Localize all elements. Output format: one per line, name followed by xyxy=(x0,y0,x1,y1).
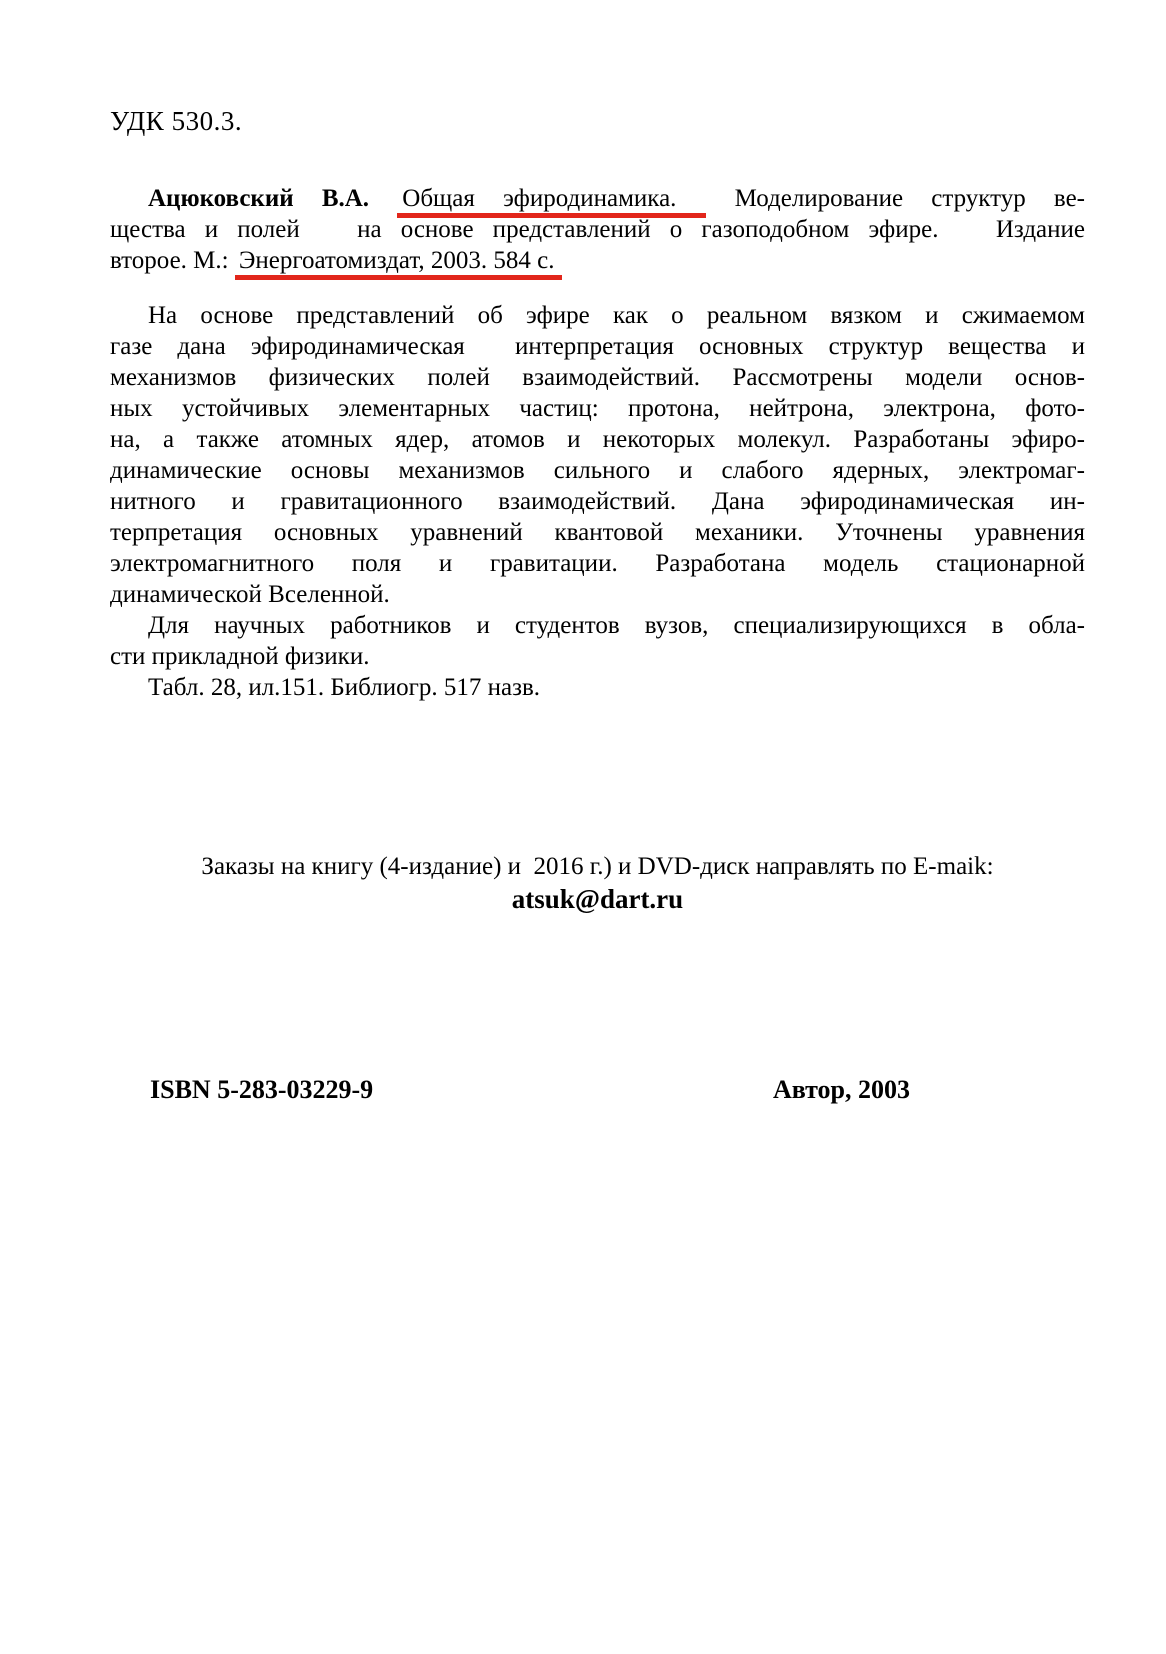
annotation-block xyxy=(110,300,1085,703)
annotation-line: на, а также атомных ядер, атомов и некоторых молекул. Разработаны эфиро- xyxy=(110,426,1085,453)
annotation-line: терпретация основных уравнений квантовой механики. Уточнены уравнения xyxy=(110,519,1085,546)
annotation-line: На основе представлений об эфире как о реальном вязком и сжимаемом xyxy=(148,302,1085,329)
copyright-author-year: Автор, 2003 xyxy=(772,1075,910,1104)
imprint-footer xyxy=(110,1075,1085,1105)
book-title-underlined: Общая эфиродинамика. xyxy=(397,185,706,218)
annotation-line: динамические основы механизмов сильного и слабого ядерных, электромаг- xyxy=(110,457,1085,484)
order-info xyxy=(110,851,1085,915)
edition-publisher-prefix: второе. М.: xyxy=(110,247,235,274)
annotation-line: газе дана эфиродинамическая интерпретация основных структур вещества и xyxy=(110,333,1085,360)
page-content xyxy=(0,106,1166,1105)
reference-line-2: щества и полей на основе представлений о газоподобном эфире. Издание xyxy=(110,216,1085,243)
stats-line: Табл. 28, ил.151. Библиогр. 517 назв. xyxy=(148,674,541,701)
audience-line: Для научных работников и студентов вузов, специализирующихся в обла- xyxy=(148,612,1085,639)
annotation-line: нитного и гравитационного взаимодействий. Дана эфиродинамическая ин- xyxy=(110,488,1085,515)
bibliographic-reference xyxy=(110,183,1085,276)
udc-code: УДК 530.3. xyxy=(110,106,243,136)
isbn-number: ISBN 5-283-03229-9 xyxy=(150,1075,374,1104)
reference-line-3 xyxy=(110,245,1085,276)
annotation-line: динамической Вселенной. xyxy=(110,581,390,608)
annotation-line: ных устойчивых элементарных частиц: протона, нейтрона, электрона, фото- xyxy=(110,395,1085,422)
annotation-line: электромагнитного поля и гравитации. Разработана модель стационарной xyxy=(110,550,1085,577)
annotation-line: механизмов физических полей взаимодействий. Рассмотрены модели основ- xyxy=(110,364,1085,391)
order-email: atsuk@dart.ru xyxy=(511,884,684,914)
audience-line: сти прикладной физики. xyxy=(110,643,370,670)
publisher-year-underlined: Энергоатомиздат, 2003. 584 с. xyxy=(235,247,563,280)
reference-line-1-rest: Моделирование структур ве- xyxy=(734,185,1085,212)
reference-line-1 xyxy=(110,183,1085,214)
order-line: Заказы на книгу (4-издание) и 2016 г.) и DVD-диск направлять по E-maik: xyxy=(201,853,994,880)
author-name: Ацюковский В.А. xyxy=(148,185,370,212)
